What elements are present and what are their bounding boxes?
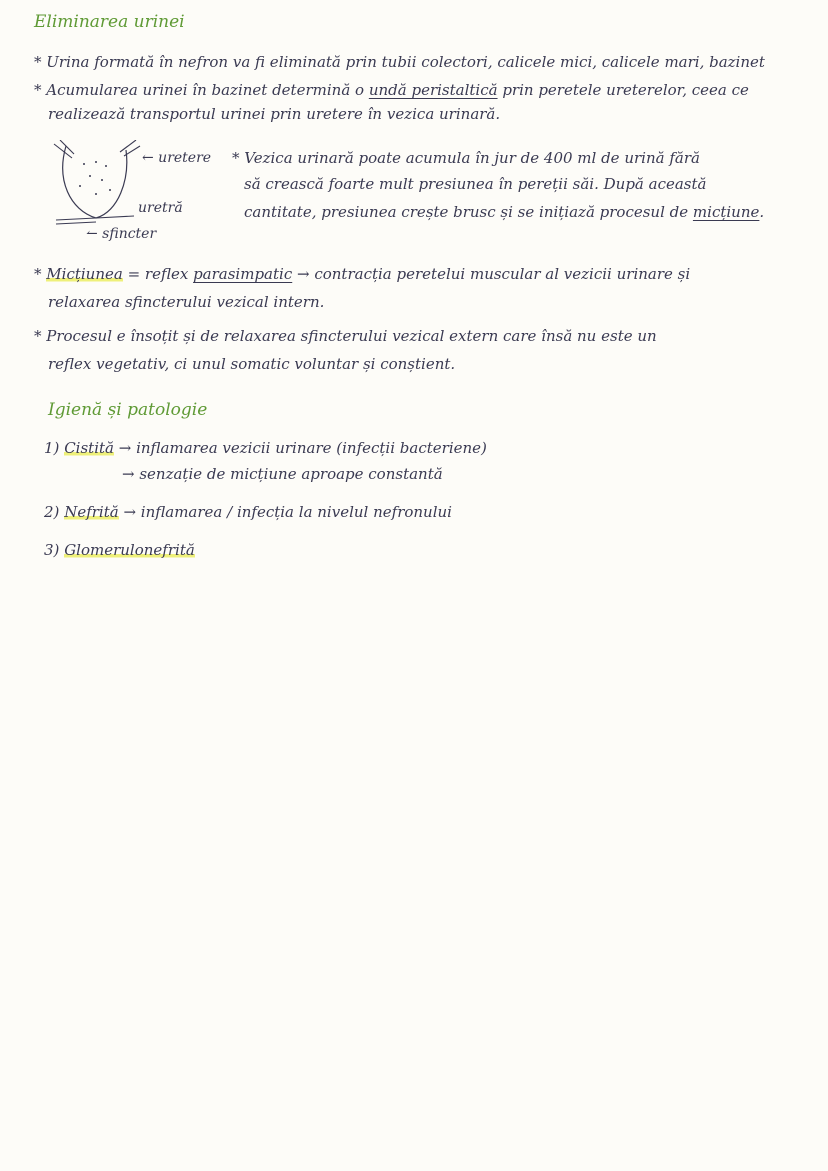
bullet-acumularea-start: * Acumularea urinei în bazinet determină o xyxy=(34,81,369,99)
bullet-acumularea-cont: realizează transportul urinei prin uretere în vezica urinară. xyxy=(48,105,501,123)
bladder-diagram xyxy=(50,140,230,250)
pathology-number: 2) xyxy=(44,503,60,521)
side-note-line-3 xyxy=(244,202,764,222)
pathology-item-1-cont: → senzație de micțiune aproape constantă xyxy=(122,465,443,483)
pathology-number: 3) xyxy=(44,541,60,559)
bullet-acumularea xyxy=(34,80,749,100)
pathology-term: Cistită xyxy=(64,439,114,457)
pathology-text: → inflamarea / infecția la nivelul nefronului xyxy=(118,503,452,521)
mictiune-line-2: relaxarea sfincterului vezical intern. xyxy=(48,293,325,311)
pathology-number: 1) xyxy=(44,439,60,457)
bullet-urina-formata: * Urina formată în nefron va fi eliminată prin tubii colectori, calicele mici, calicele mari, bazinet xyxy=(34,53,765,71)
section-title-igiena: Igienă și patologie xyxy=(48,400,208,420)
label-sfincter: ↼ sfincter xyxy=(86,226,157,242)
bullet-acumularea-end: prin peretele ureterelor, ceea ce xyxy=(497,81,749,99)
mictiune-rest: → contracția peretelui muscular al vezicii urinare și xyxy=(292,265,691,283)
mictiune-term: micțiune xyxy=(692,203,760,221)
pathology-term: Nefrită xyxy=(64,503,119,521)
proces-line-1: * Procesul e însoțit și de relaxarea sfincterului vezical extern care însă nu este un xyxy=(34,327,657,345)
side-note-line-3-start: cantitate, presiunea crește brusc și se inițiază procesul de xyxy=(244,203,693,221)
pathology-term: Glomerulonefrită xyxy=(64,541,195,559)
pathology-item-2 xyxy=(44,502,452,522)
mictiune-definition xyxy=(34,264,690,284)
mictiune-bullet: * xyxy=(34,265,47,283)
side-note-line-2: să crească foarte mult presiunea în pereții săi. După această xyxy=(244,175,707,193)
parasimpatic-term: parasimpatic xyxy=(193,265,293,283)
proces-line-2: reflex vegetativ, ci unul somatic voluntar și conștient. xyxy=(48,355,456,373)
mictiune-eq: = reflex xyxy=(122,265,194,283)
mictiune-heading: Micțiunea xyxy=(46,265,123,283)
ureter-right xyxy=(120,140,140,156)
pathology-text: → inflamarea vezicii urinare (infecții bacteriene) xyxy=(113,439,487,457)
bladder-outline xyxy=(63,146,127,218)
bladder-dots xyxy=(79,161,111,195)
unda-peristaltica-term: undă peristaltică xyxy=(368,81,498,99)
pathology-item-3 xyxy=(44,540,195,560)
side-note-line-1: * Vezica urinară poate acumula în jur de 400 ml de urină fără xyxy=(232,149,700,167)
label-uretra: uretră xyxy=(138,200,183,216)
pathology-item-1 xyxy=(44,438,487,458)
label-uretere: ← uretere xyxy=(142,150,212,166)
section-title-eliminare: Eliminarea urinei xyxy=(34,12,185,32)
side-note-line-3-end: . xyxy=(759,203,765,221)
